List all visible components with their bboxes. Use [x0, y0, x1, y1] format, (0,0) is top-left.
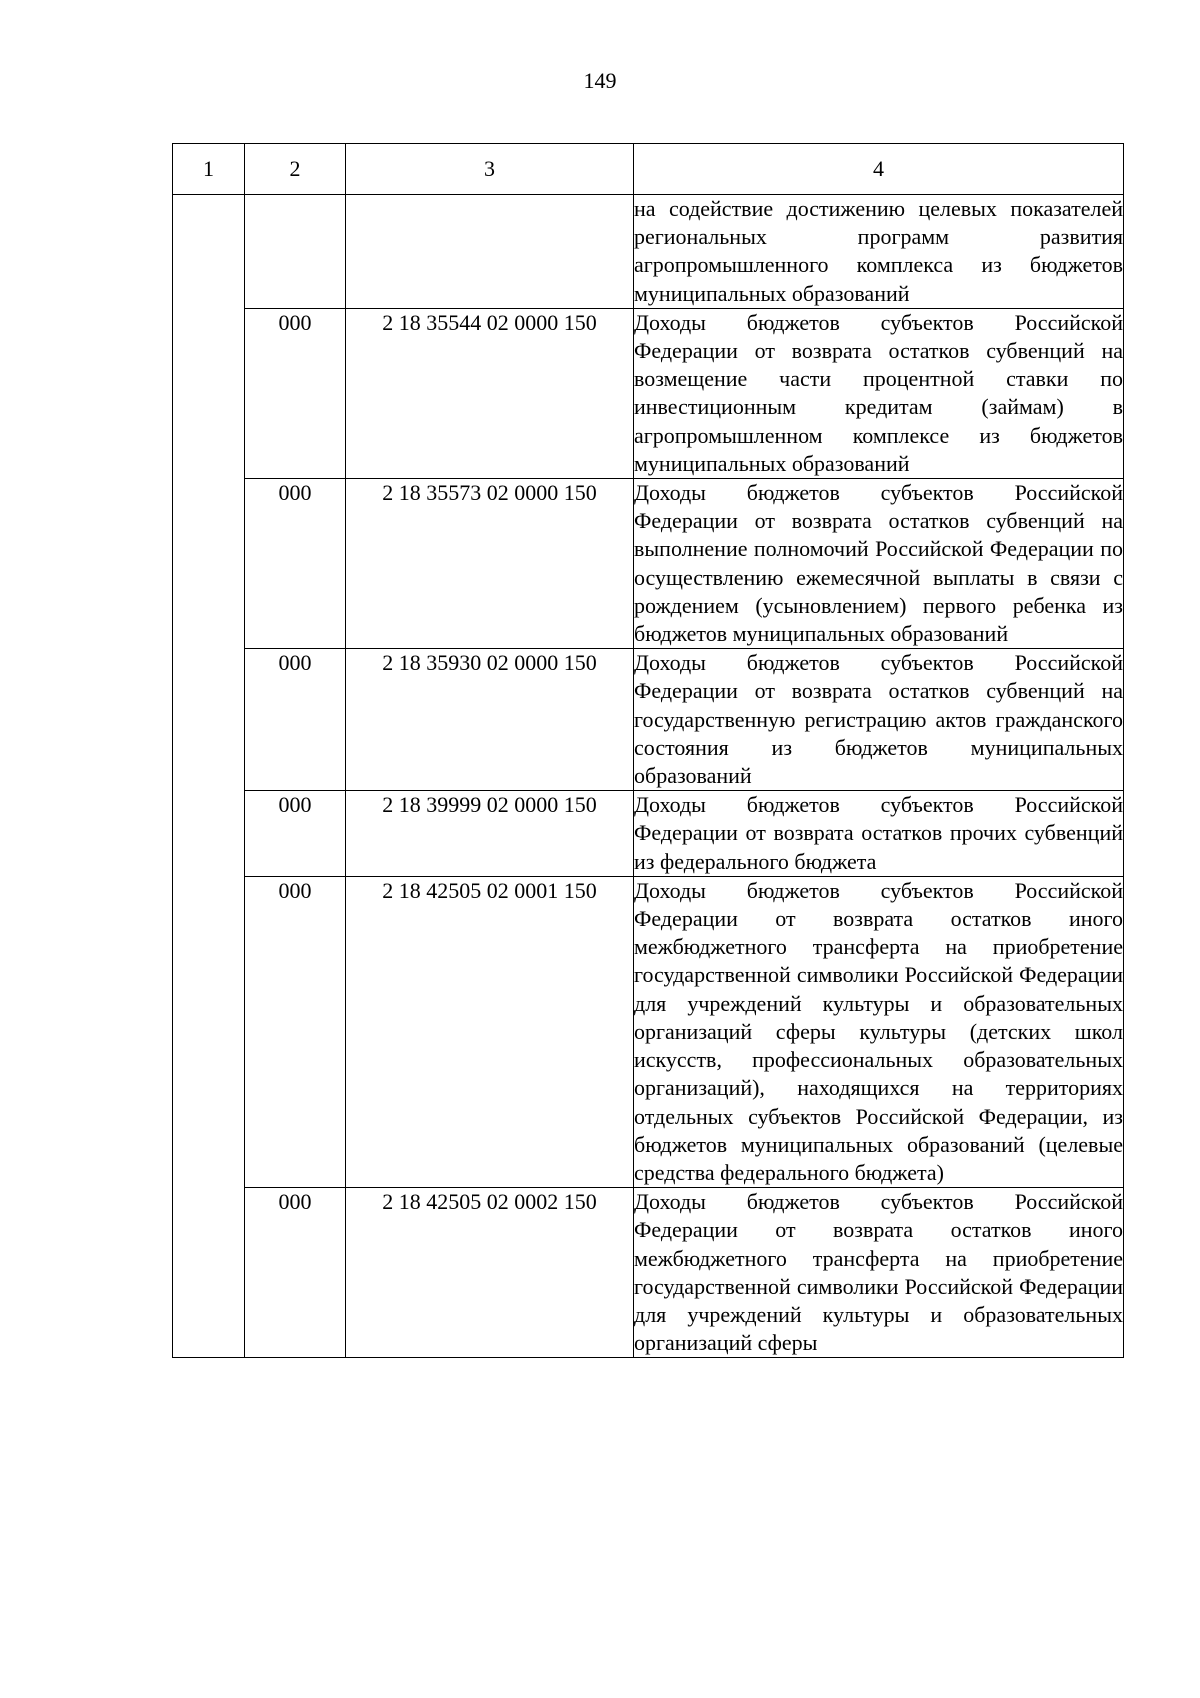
- admin-code-cell: [245, 195, 346, 309]
- income-code-cell: 2 18 42505 02 0001 150: [346, 876, 634, 1187]
- page-number: 149: [583, 68, 617, 93]
- admin-code-cell: 000: [245, 479, 346, 649]
- table-row: [173, 649, 1124, 791]
- empty-first-column: [173, 195, 245, 1358]
- income-code-cell: 2 18 35573 02 0000 150: [346, 479, 634, 649]
- description-cell: Доходы бюджетов субъектов Российской Федерации от возврата остатков иного межбюджетного трансферта на приобретение государственной символики Российской Федерации для учреждений культуры и образовательных организаций сферы: [634, 1188, 1124, 1358]
- description-cell: Доходы бюджетов субъектов Российской Федерации от возврата остатков субвенций на возмещение части процентной ставки по инвестиционным кредитам (займам) в агропромышленном комплексе из бюджетов муниципальных образований: [634, 308, 1124, 478]
- header-col-2: 2: [245, 144, 346, 195]
- description-cell: Доходы бюджетов субъектов Российской Федерации от возврата остатков субвенций на выполнение полномочий Российской Федерации по осуществлению ежемесячной выплаты в связи с рождением (усыновлением) первого ребенка из бюджетов муниципальных образований: [634, 479, 1124, 649]
- table-row: [173, 479, 1124, 649]
- description-cell: Доходы бюджетов субъектов Российской Федерации от возврата остатков прочих субвенций из федерального бюджета: [634, 791, 1124, 877]
- table-row: [173, 308, 1124, 478]
- table-row: [173, 1188, 1124, 1358]
- income-code-cell: [346, 195, 634, 309]
- admin-code-cell: 000: [245, 1188, 346, 1358]
- header-col-3: 3: [346, 144, 634, 195]
- description-cell: на содействие достижению целевых показателей региональных программ развития агропромышленного комплекса из бюджетов муниципальных образований: [634, 195, 1124, 309]
- header-col-1: 1: [173, 144, 245, 195]
- admin-code-cell: 000: [245, 649, 346, 791]
- table-row: [173, 791, 1124, 877]
- header-col-4: 4: [634, 144, 1124, 195]
- description-cell: Доходы бюджетов субъектов Российской Федерации от возврата остатков иного межбюджетного трансферта на приобретение государственной символики Российской Федерации для учреждений культуры и образовательных организаций сферы культуры (детских школ искусств, профессиональных образовательных организаций), находящихся на территориях отдельных субъектов Российской Федерации, из бюджетов муниципальных образований (целевые средства федерального бюджета): [634, 876, 1124, 1187]
- income-code-cell: 2 18 35930 02 0000 150: [346, 649, 634, 791]
- income-code-cell: 2 18 35544 02 0000 150: [346, 308, 634, 478]
- income-code-cell: 2 18 42505 02 0002 150: [346, 1188, 634, 1358]
- table-row: [173, 195, 1124, 309]
- income-code-cell: 2 18 39999 02 0000 150: [346, 791, 634, 877]
- description-cell: Доходы бюджетов субъектов Российской Федерации от возврата остатков субвенций на государственную регистрацию актов гражданского состояния из бюджетов муниципальных образований: [634, 649, 1124, 791]
- budget-codes-table: [172, 143, 1124, 1358]
- admin-code-cell: 000: [245, 876, 346, 1187]
- admin-code-cell: 000: [245, 308, 346, 478]
- admin-code-cell: 000: [245, 791, 346, 877]
- table-header-row: [173, 144, 1124, 195]
- table-row: [173, 876, 1124, 1187]
